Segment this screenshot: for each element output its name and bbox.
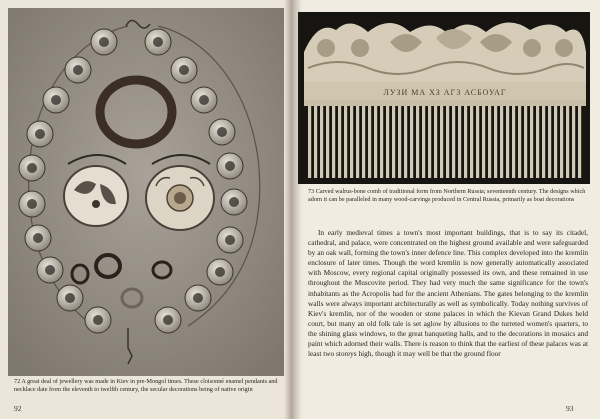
comb-tooth xyxy=(500,106,503,178)
body-text: In early medieval times a town's most important buildings, that is to say its citadel, cathedral, and palace, were concentrated on the highest ground available and were safeguarded by an oak wall, forming the town's inner defence line. This complex developed into the kremlin enclosure of later times. Though the word kremlin is now generally automatically associated with Moscow, every regional capital originally possessed its own, and these remained in use throughout the Muscovite period. They had very much the same significance for the town's inhabitants as the Acropolis had for the ancient Athenians. The gates belonging to the kremlin walls were always important architecturally as well as symbolically. Today nothing survives of Kiev's kremlin, nor of the wooden or stone palaces in which the Kievan Grand Dukes held court, but many an old folk tale is set aglow by allusions to the turreted women's quarters, to the shining glass windows, to the great banqueting halls, and to the decorations in mosaics and paint which adorned their walls. There is reason to think that the earliest of these palaces was at least two storeys high, though it may well be that the ground floor xyxy=(308,228,588,359)
jewellery-photograph-illustration xyxy=(8,8,284,376)
comb-tooth xyxy=(512,106,515,178)
page-number-right: 93 xyxy=(566,404,574,413)
comb-tooth xyxy=(422,106,425,178)
comb-tooth xyxy=(338,106,341,178)
comb-tooth xyxy=(464,106,467,178)
comb-tooth xyxy=(566,106,569,178)
comb-tooth xyxy=(362,106,365,178)
comb-tooth xyxy=(392,106,395,178)
comb-tooth xyxy=(344,106,347,178)
comb-tooth xyxy=(452,106,455,178)
comb-tooth xyxy=(356,106,359,178)
comb-photograph xyxy=(298,12,590,184)
comb-tooth xyxy=(458,106,461,178)
comb-tooth xyxy=(476,106,479,178)
comb-tooth xyxy=(308,106,311,178)
comb-inscription: ЛУЗИ МА ХЗ АГЗ АСБОУАГ xyxy=(383,88,507,97)
comb-tooth xyxy=(386,106,389,178)
body-paragraph xyxy=(308,228,588,359)
comb-tooth xyxy=(368,106,371,178)
comb-tooth xyxy=(350,106,353,178)
comb-tooth xyxy=(482,106,485,178)
carved-crest xyxy=(304,22,586,82)
comb-tooth xyxy=(542,106,545,178)
comb-tooth xyxy=(314,106,317,178)
comb-tooth xyxy=(560,106,563,178)
comb-tooth xyxy=(428,106,431,178)
page-number-left: 92 xyxy=(14,404,22,413)
comb-photograph-illustration xyxy=(298,12,590,184)
comb-tooth xyxy=(416,106,419,178)
comb-tooth xyxy=(554,106,557,178)
figure-caption-72: 72 A great deal of jewellery was made in Kiev in pre-Mongol times. These cloisonné enamel pendants and necklace date from the eleventh to twelfth century, the secular decorations being of native origin xyxy=(14,378,278,393)
comb-tooth xyxy=(530,106,533,178)
jewellery-photograph xyxy=(8,8,284,376)
comb-tooth xyxy=(536,106,539,178)
comb-tooth xyxy=(470,106,473,178)
comb-tooth xyxy=(398,106,401,178)
comb-tooth xyxy=(518,106,521,178)
comb-tooth xyxy=(326,106,329,178)
comb-tooth xyxy=(572,106,575,178)
comb-tooth xyxy=(332,106,335,178)
comb-tooth xyxy=(380,106,383,178)
comb-tooth xyxy=(494,106,497,178)
book-gutter xyxy=(284,0,302,419)
comb-tooth xyxy=(488,106,491,178)
comb-tooth xyxy=(524,106,527,178)
comb-tooth xyxy=(506,106,509,178)
comb-tooth xyxy=(434,106,437,178)
comb-tooth xyxy=(578,106,581,178)
comb-tooth xyxy=(446,106,449,178)
comb-tooth xyxy=(548,106,551,178)
figure-caption-73: 73 Carved walrus-bone comb of traditional form from Northern Russia; seventeenth century. The designs which adorn it can be paralleled in many wood-carvings produced in Central Russia, primarily as boat decorations xyxy=(308,188,586,203)
comb-tooth xyxy=(374,106,377,178)
comb-tooth xyxy=(410,106,413,178)
comb-tooth xyxy=(404,106,407,178)
comb-tooth xyxy=(320,106,323,178)
comb-tooth xyxy=(440,106,443,178)
